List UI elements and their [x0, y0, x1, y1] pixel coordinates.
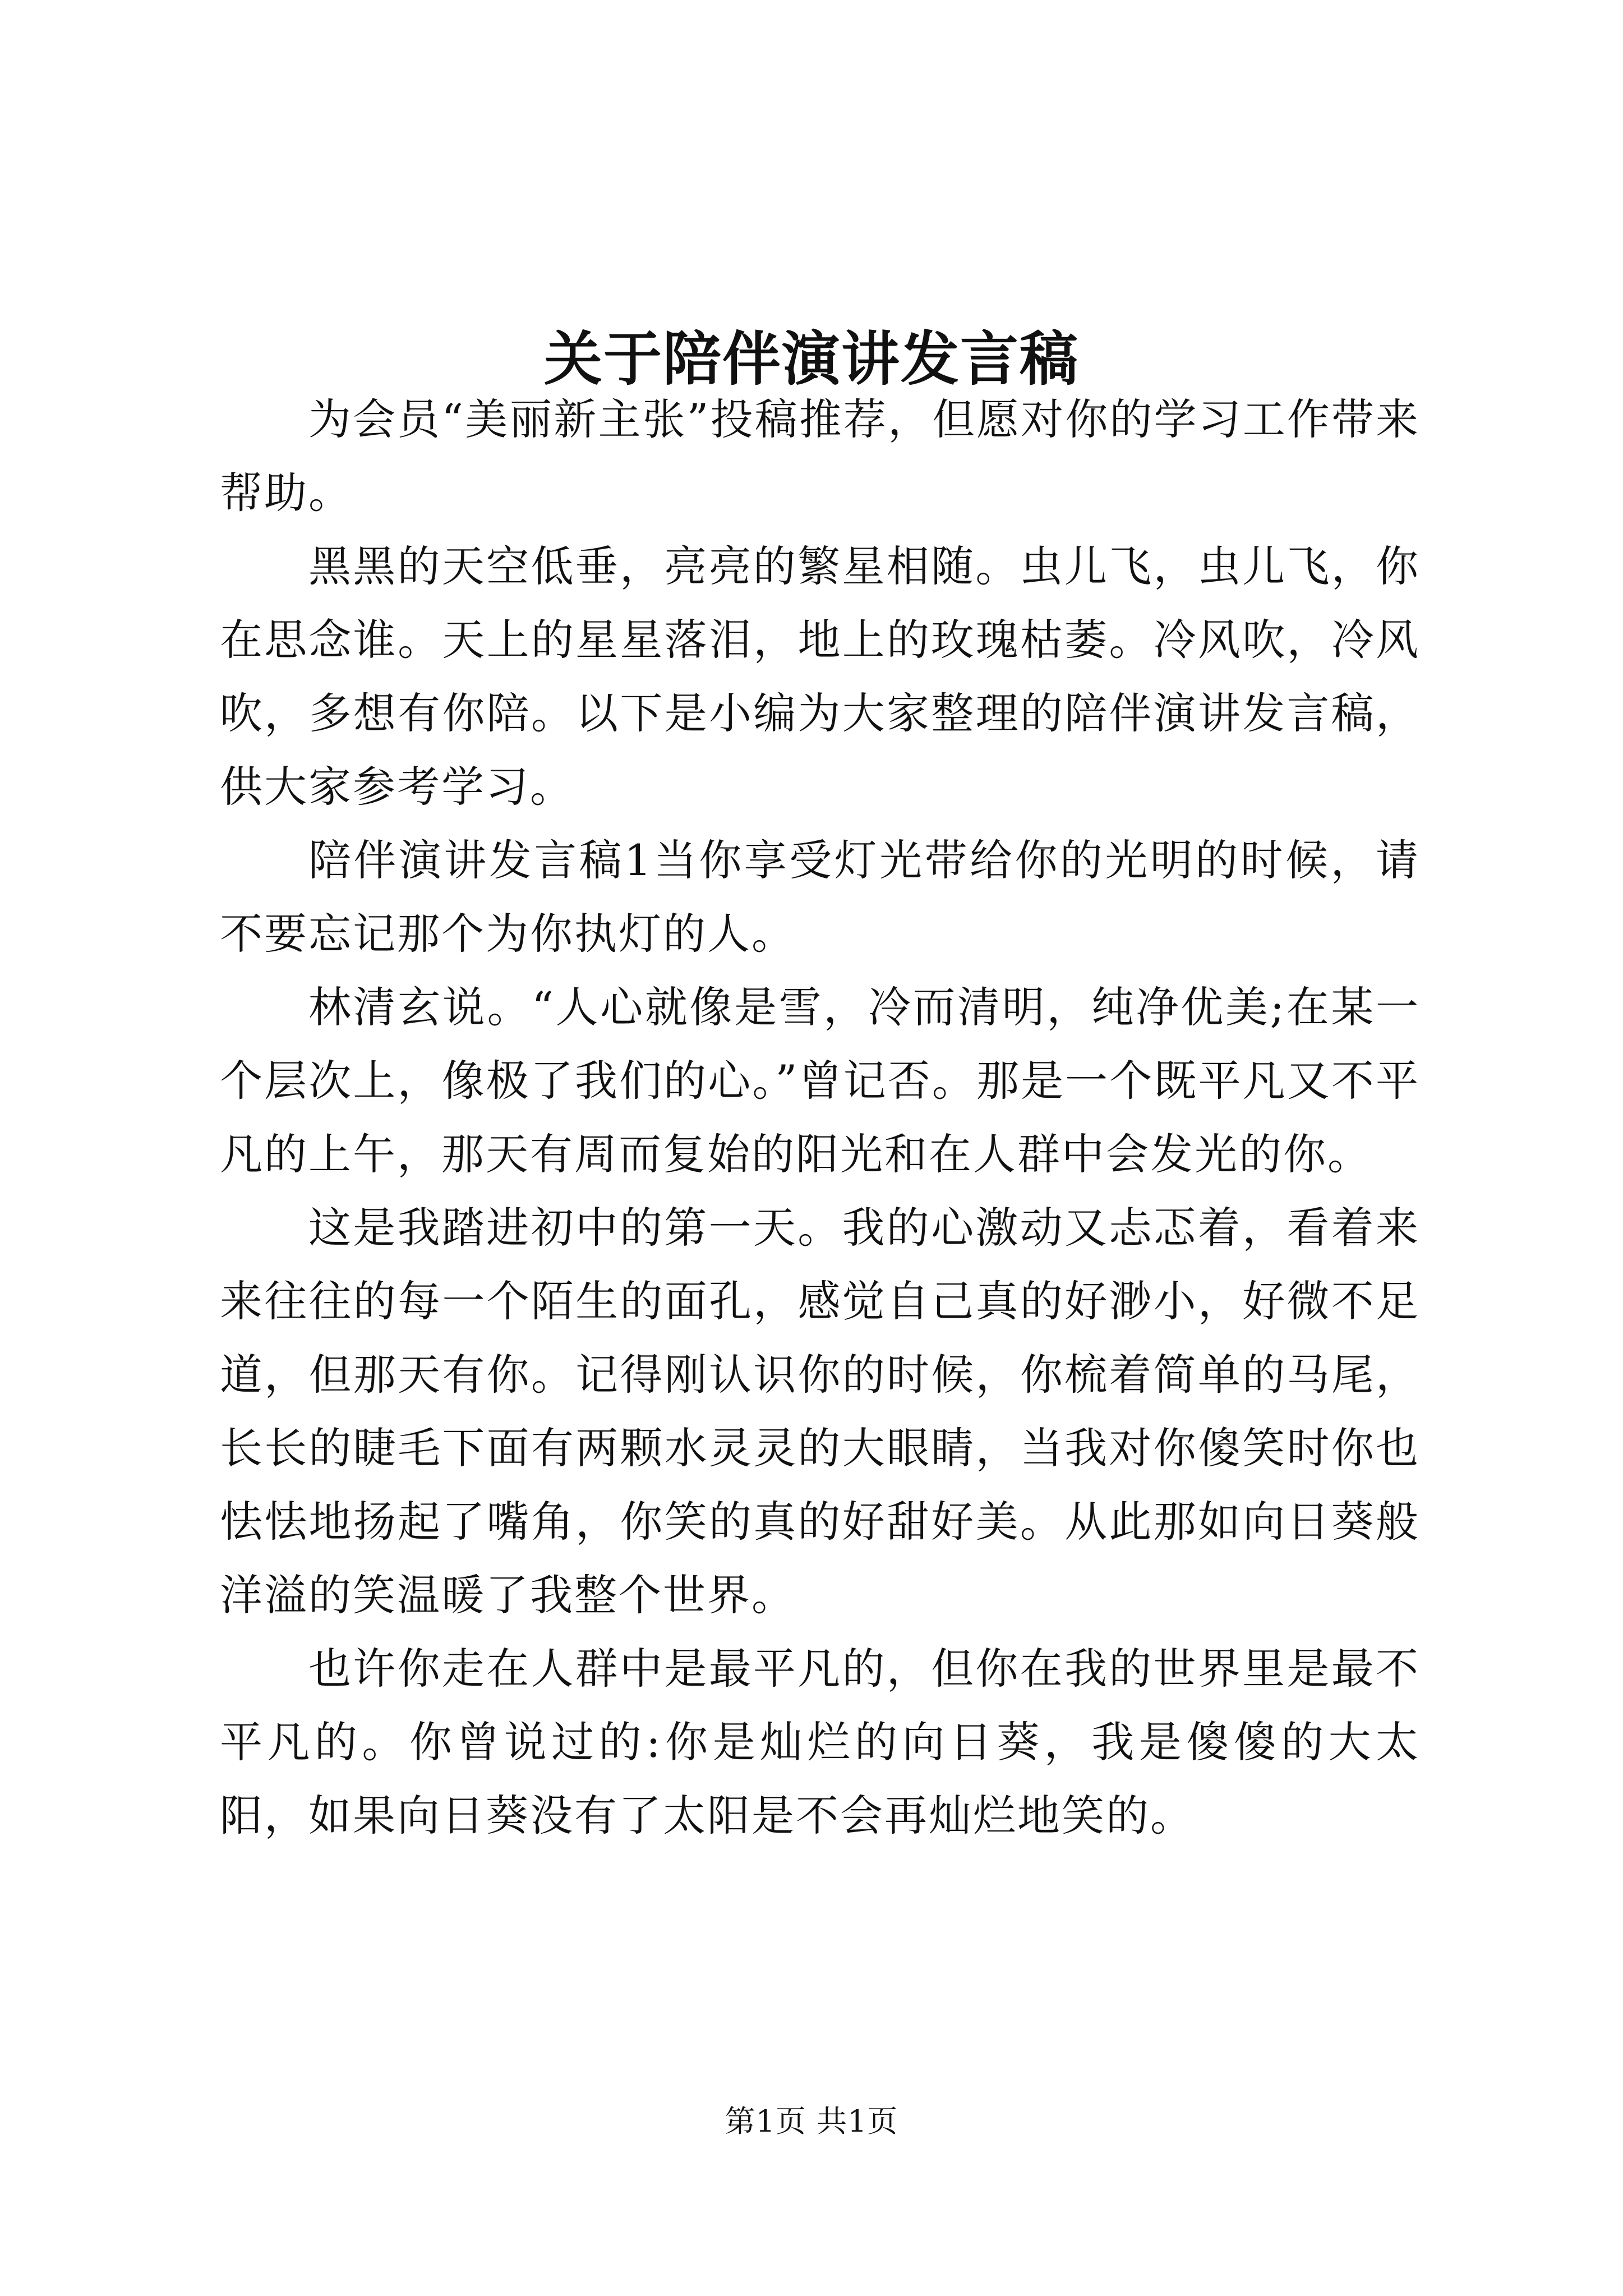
paragraph-quote: 林清玄说。“人心就像是雪，冷而清明，纯净优美;在某一个层次上，像极了我们的心。”曾记否。那是一个既平凡又不平凡的上午，那天有周而复始的阳光和在人群中会发光的你。: [220, 982, 1420, 1179]
paragraph-sunflower: 也许你走在人群中是最平凡的，但你在我的世界里是最不平凡的。你曾说过的:你是灿烂的向日葵，我是傻傻的大太阳，如果向日葵没有了太阳是不会再灿烂地笑的。: [220, 1644, 1420, 1841]
paragraph-speech-1: 陪伴演讲发言稿1当你享受灯光带给你的光明的时候，请不要忘记那个为你执灯的人。: [220, 835, 1420, 959]
page-footer: 第1页 共1页: [725, 2104, 898, 2139]
paragraph-lyrics: 黑黑的天空低垂，亮亮的繁星相随。虫儿飞，虫儿飞，你在思念谁。天上的星星落泪，地上的玫瑰枯萎。冷风吹，冷风吹，多想有你陪。以下是小编为大家整理的陪伴演讲发言稿，供大家参考学习。: [220, 541, 1420, 812]
paragraph-first-day: 这是我踏进初中的第一天。我的心激动又忐忑着，看着来来往往的每一个陌生的面孔，感觉自己真的好渺小，好微不足道，但那天有你。记得刚认识你的时候，你梳着简单的马尾，长长的睫毛下面有两颗水灵灵的大眼睛，当我对你傻笑时你也怯怯地扬起了嘴角，你笑的真的好甜好美。从此那如向日葵般洋溢的笑温暖了我整个世界。: [220, 1203, 1420, 1620]
document-title: 关于陪伴演讲发言稿: [543, 324, 1079, 393]
paragraph-intro: 为会员“美丽新主张”投稿推荐，但愿对你的学习工作带来帮助。: [220, 394, 1420, 518]
document-body: [220, 383, 1420, 1852]
